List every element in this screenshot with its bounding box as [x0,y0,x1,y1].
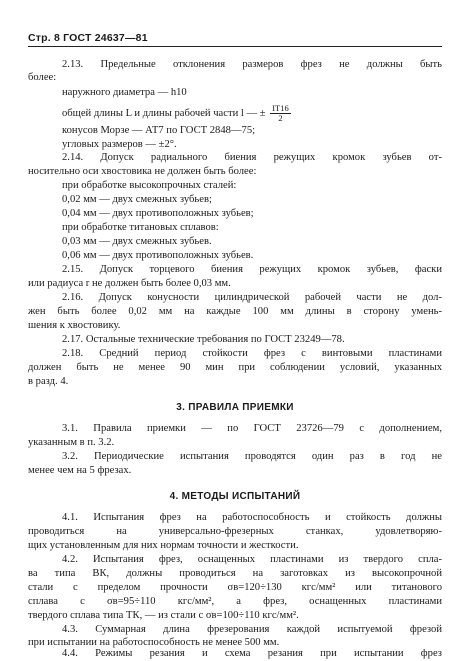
paragraph-2-14-line: 0,04 мм — двух противоположных зубьев; [62,208,254,219]
paragraph-4-1-line: проводиться на универсально-фрезерных станках, удовлетворяю- [28,526,442,537]
paragraph-2-14-line: носительно оси хвостовика не должен быть более: [28,166,257,177]
paragraph-4-2-line: 4.2. Испытания фрез, оснащенных пластинами из твердого спла- [62,554,442,565]
paragraph-3-2-line: 3.2. Периодические испытания проводятся один раз в год не [62,451,442,462]
paragraph-4-2-line: твердого сплава типа ТК, — из стали с σв=100÷110 кгс/мм². [28,610,299,621]
paragraph-4-3-line: при испытании на работоспособность не менее 500 мм. [28,637,280,648]
header-rule [28,46,442,47]
fraction [270,104,291,123]
fraction-denominator: 2 [278,113,283,123]
paragraph-4-1-line: щих установленным для них нормам точности и жесткости. [28,540,299,551]
paragraph-2-18-line: должен быть не менее 90 мин при соблюдении условий, указанных [28,362,442,373]
fraction-numerator: IT16 [272,103,289,113]
paragraph-2-17-line: 2.17. Остальные технические требования по ГОСТ 23249—78. [62,334,345,345]
paragraph-2-16-line: 2.16. Допуск конусности цилиндрической рабочей части не дол- [62,292,442,303]
paragraph-4-2-line: стали с пределом прочности σв=120÷130 кгс/мм² или титанового [28,582,442,593]
paragraph-2-14-line: 0,06 мм — двух противоположных зубьев. [62,250,254,261]
paragraph-2-15-line: 2.15. Допуск торцевого биения режущих кромок зубьев, фаски [62,264,442,275]
page-header: Стр. 8 ГОСТ 24637—81 [28,32,148,44]
formula-text: общей длины L и длины рабочей части l — ± [62,107,266,119]
paragraph-2-13-line: конусов Морзе — АТ7 по ГОСТ 2848—75; [62,125,256,136]
paragraph-4-1-line: 4.1. Испытания фрез на работоспособность и стойкость должны [62,512,442,523]
paragraph-3-1-line: 3.1. Правила приемки — по ГОСТ 23726—79 с дополнением, [62,423,442,434]
paragraph-3-1-line: указанным в п. 3.2. [28,437,115,448]
section-heading: 3. ПРАВИЛА ПРИЕМКИ [176,402,294,413]
paragraph-2-15-line: или радиуса r не должен быть более 0,03 мм. [28,278,231,289]
paragraph-2-14-line: 0,03 мм — двух смежных зубьев. [62,236,212,247]
paragraph-3-2-line: менее чем на 5 фрезах. [28,465,132,476]
section-heading: 4. МЕТОДЫ ИСПЫТАНИЙ [169,491,301,502]
paragraph-2-13-line: угловых размеров — ±2°. [62,139,177,150]
paragraph-2-14-line: 2.14. Допуск радиального биения режущих кромок зубьев от- [62,152,442,163]
paragraph-2-13-line: 2.13. Предельные отклонения размеров фрез не должны быть [62,59,442,70]
paragraph-2-18-line: 2.18. Средний период стойкости фрез с винтовыми пластинами [62,348,442,359]
paragraph-4-3-line: 4.3. Суммарная длина фрезерования каждой испытуемой фрезой [62,624,442,635]
paragraph-2-14-line: при обработке высокопрочных сталей: [62,180,237,191]
paragraph-4-2-line: сплава с σв=95÷110 кгс/мм², а фрез, оснащенных пластинами [28,596,442,607]
paragraph-2-14-line: при обработке титановых сплавов: [62,222,219,233]
paragraph-2-18-line: в разд. 4. [28,376,69,387]
paragraph-4-4-line: 4.4. Режимы резания и схема резания при испытании фрез [62,648,442,659]
paragraph-2-14-line: 0,02 мм — двух смежных зубьев; [62,194,212,205]
paragraph-2-13-line: наружного диаметра — h10 [62,87,187,98]
paragraph-2-16-line: шения к хвостовику. [28,320,121,331]
paragraph-2-16-line: жен быть более 0,02 мм на каждые 100 мм длины в сторону умень- [28,306,442,317]
paragraph-4-2-line: ва типа ВК, должны проводиться на заготовках из высокопрочной [28,568,442,579]
paragraph-2-13-formula [62,104,291,123]
paragraph-2-13-line: более: [28,72,57,83]
